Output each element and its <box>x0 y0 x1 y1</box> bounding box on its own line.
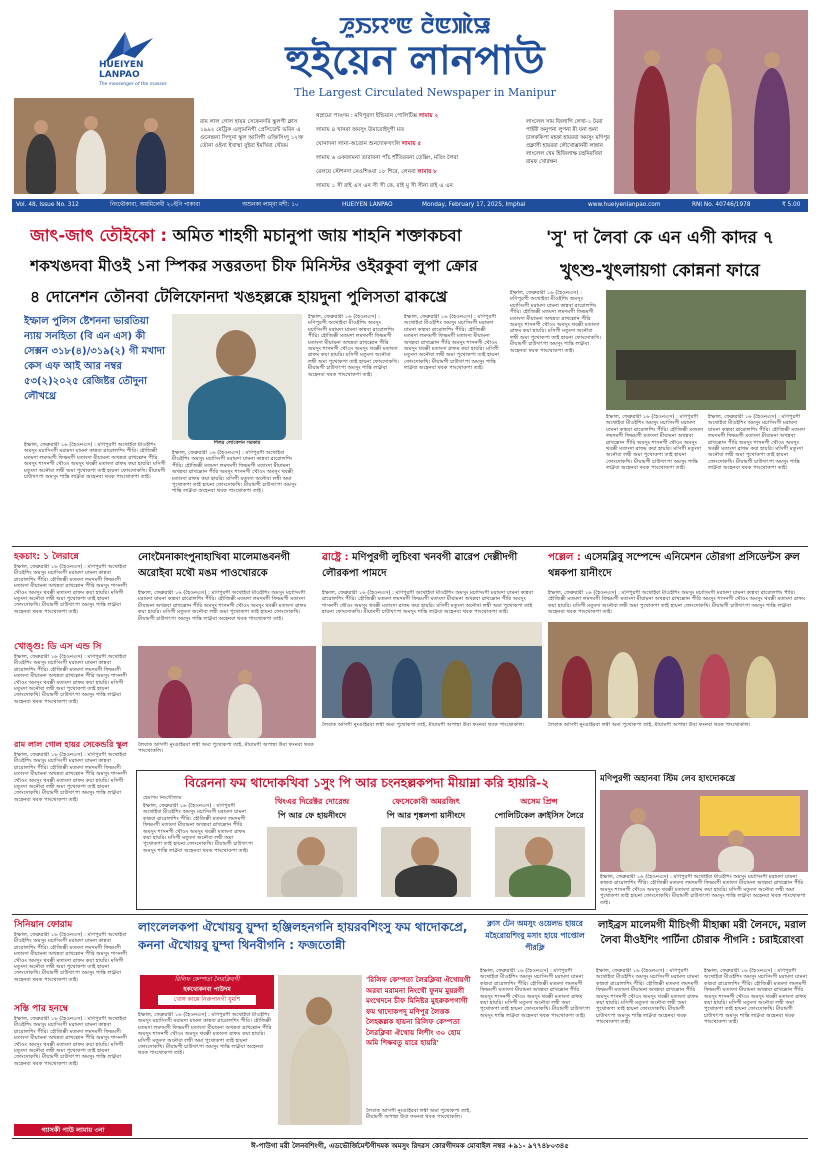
bottom-left-1-head: সিনিয়ান ফোরাম <box>14 920 73 930</box>
brand-tagline: The messenger of the masses <box>99 82 167 87</box>
footer-bar: ঈ-পাউগা মরী লৈনবশিংগী, এডভৌর্জিমেন্টগীদমক অমসুং রিদরস কোরগীদমক মোবাইল নম্বর +৯১- ৯৭৭৪৮০৩৪৫ <box>12 1138 808 1152</box>
mid-story-3-body-2: লৈবাক অসিগী নুংঙাইরবা লম্বী অমা পুথোকপা তাই, মীয়ামগী অপাম্বা উবা ফংনবা থবক পাংথোকলি। <box>548 722 751 728</box>
mid-story-3-photo <box>548 622 808 718</box>
lead-headline-3: ৪ দোনেশন তৌনবা টেলিফোনদা খঙহল্লক্কে হায়দুনা পুলিসতা ৱাকখ্রে <box>30 288 448 306</box>
banner-headline: বিরেননা ফম থাদোকখিবা ১সুং পি আর চংনহল্লকপদা মীয়াম্না করি হায়রি-২ <box>184 775 550 790</box>
left-section-1-head: হকচাং: ১ লৈরান্নে <box>14 552 79 562</box>
right-lead-body: ইম্ফাল, ফেব্রুৱারী ১৬ (হৈওনএস) : মণিপুরগী অথোইবা মীওইশিং অমসুং মচাসিংগী মরামদা য়ামনা কান্নবা ৱারোলশিং পীরি। হৌজিক্কী মতমদা লমদমগী ফিভমগী মতাংদা মীয়ামনা অখন্নবা ৱাখল্লোন পীরি অমসুং শাসনগী থৌওং অমসুং থবক্কী মতাংদা ৱাফম কয়া হায়রি। মসিগী মতুংদা অনৌবা লম্বী অমা পুথোকপা তাই হায়না ফোংদোকখি। মীয়ামগী চাউখৎপা অমসুং শান্তি লাক্নবা অহেনবা থবক পাংথোকপা তাই। <box>510 290 601 354</box>
relief-box-line-2: হকথোকনবা পাউদম <box>183 986 231 993</box>
lead-body-2: ইম্ফাল, ফেব্রুৱারী ১৬ (হৈওনএস) : মণিপুরগী অথোইবা মীওইশিং অমসুং মচাসিংগী মরামদা য়ামনা কান্নবা ৱারোলশিং পীরি। হৌজিক্কী মতমদা লমদমগী ফিভমগী মতাংদা মীয়ামনা অখন্নবা ৱাখল্লোন পীরি অমসুং শাসনগী থৌওং অমসুং থবক্কী মতাংদা ৱাফম কয়া হায়রি। মসিগী মতুংদা অনৌবা লম্বী অমা পুথোকপা তাই হায়না ফোংদোকখি। মীয়ামগী চাউখৎপা অমসুং শান্তি লাক্নবা অহেনবা থবক পাংথোকপা তাই। <box>172 450 297 495</box>
bottom-mid-head: লাংলেলকপা ঐখোয়বু য়ুম্দা হঞ্জিলহনগনি হায়রবশিংসু ফম থাদোকপ্রে, কননা ঐখোয়বু য়ুম্দা থিনবীগনি : ফজতোন্নী <box>138 920 468 952</box>
lead-subhead: ইম্ফাল পুলিস ষ্টেশননা ভারতিয়া ন্যায় সনহিতা (বি এন এস) কী সেক্সন ৩১৮(৪)/৩১৯(২) গী মখাদা কেস এফ আই আর নম্বর ৫৩(২)২০২৫ রেজিষ্টর তৌদুনা লৌখথ্রে <box>24 316 165 402</box>
mid-story-1-body: ইম্ফাল, ফেব্রুৱারী ১৬ (হৈওনএস) : মণিপুরগী অথোইবা মীওইশিং অমসুং মচাসিংগী মরামদা য়ামনা কান্নবা ৱারোলশিং পীরি। হৌজিক্কী মতমদা লমদমগী ফিভমগী মতাংদা মীয়ামনা অখন্নবা ৱাখল্লোন পীরি অমসুং শাসনগী থৌওং অমসুং থবক্কী মতাংদা ৱাফম কয়া হায়রি। মসিগী মতুংদা অনৌবা লম্বী অমা পুথোকপা তাই হায়না ফোংদোকখি। মীয়ামগী চাউখৎপা অমসুং শান্তি লাক্নবা অহেনবা থবক পাংথোকপা তাই। <box>138 590 307 622</box>
index-item[interactable]: ঘোনাদনা লানা-অতোন শুনদোকখৎলি লামায় ৫ <box>316 141 422 147</box>
bottom-left-2-head: সস্তি পার হনম্বে <box>14 1004 68 1014</box>
lead-portrait-caption: শিলর লোকেশন সরকার <box>213 440 261 446</box>
mid-story-2-photo <box>322 622 542 718</box>
price: ₹ 5.00 <box>782 202 801 208</box>
volume: Vol. 48, Issue No. 312 <box>16 202 79 208</box>
paper-title: হুইয়েন লানপাউ <box>285 38 545 84</box>
seized-arms-photo <box>606 290 806 410</box>
profile-3-photo <box>495 827 585 897</box>
lead-body: ইম্ফাল, ফেব্রুৱারী ১৬ (হৈওনএস) : মণিপুরগী অথোইবা মীওইশিং অমসুং মচাসিংগী মরামদা য়ামনা কান্নবা ৱারোলশিং পীরি। হৌজিক্কী মতমদা লমদমগী ফিভমগী মতাংদা মীয়ামনা অখন্নবা ৱাখল্লোন পীরি অমসুং শাসনগী থৌওং অমসুং থবক্কী মতাংদা ৱাফম কয়া হায়রি। মসিগী মতুংদা অনৌবা লম্বী অমা পুথোকপা তাই হায়না ফোংদোকখি। মীয়ামগী চাউখৎপা অমসুং শান্তি লাক্নবা অহেনবা থবক পাংথোকপা তাই। <box>24 442 166 481</box>
mid-story-1-head: নোংমৈনাকাংপুনাহাখিবা মালেমাঙবনগী অরোইবা মথৌ মঙম পাওখোরকে <box>138 552 290 579</box>
banner-byline: হেমাগম নিংথৌজাম <box>143 795 182 801</box>
paper-slogan: The Largest Circulated Newspaper in Manipur <box>294 86 556 99</box>
profile-2-head: ফেসেকোবী অমরজিৎ পি আর শৃঙ্কলপা য়ানীংদে <box>386 797 466 820</box>
left-section-1-body: ইম্ফাল, ফেব্রুৱারী ১৬ (হৈওনএস) : মণিপুরগী অথোইবা মীওইশিং অমসুং মচাসিংগী মরামদা য়ামনা কান্নবা ৱারোলশিং পীরি। হৌজিক্কী মতমদা লমদমগী ফিভমগী মতাংদা মীয়ামনা অখন্নবা ৱাখল্লোন পীরি অমসুং শাসনগী থৌওং অমসুং থবক্কী মতাংদা ৱাফম কয়া হায়রি। মসিগী মতুংদা অনৌবা লম্বী অমা পুথোকপা তাই হায়না ফোংদোকখি। মীয়ামগী চাউখৎপা অমসুং শান্তি লাক্নবা অহেনবা থবক পাংথোকপা তাই। <box>14 564 127 615</box>
relief-box <box>140 975 274 1009</box>
lead-headline-2: শকখঙদবা মীওই ১না স্পিকর সত্তরতদা চীফ মিনিস্টর ওইরকুবা লুপা ক্রোর <box>30 257 478 275</box>
relief-box-line-1: রিলিফ কেম্পতা লৈরক্লিবগী <box>174 976 240 983</box>
profile-1-photo <box>267 827 357 897</box>
meitei-title: ꯍꯨꯏꯌꯦꯟ ꯂꯥꯟꯄꯥꯎ <box>339 14 491 39</box>
relief-box-line-3: খোঙ্গ কান্নে নিরুপানগী য়ুমশি <box>158 995 256 1005</box>
lead-body-3: ইম্ফাল, ফেব্রুৱারী ১৬ (হৈওনএস) : মণিপুরগী অথোইবা মীওইশিং অমসুং মচাসিংগী মরামদা য়ামনা কান্নবা ৱারোলশিং পীরি। হৌজিক্কী মতমদা লমদমগী ফিভমগী মতাংদা মীয়ামনা অখন্নবা ৱাখল্লোন পীরি অমসুং শাসনগী থৌওং অমসুং থবক্কী মতাংদা ৱাফম কয়া হায়রি। মসিগী মতুংদা অনৌবা লম্বী অমা পুথোকপা তাই হায়না ফোংদোকখি। মীয়ামগী চাউখৎপা অমসুং শান্তি লাক্নবা অহেনবা থবক পাংথোকপা তাই। <box>308 314 399 378</box>
bottom-mid-photo <box>278 975 362 1125</box>
index-item[interactable]: থস্নামো পাঙদম : মণিপুরদা ইন্ডিয়ান পোলিটিক্স লামায় ২ <box>316 113 439 119</box>
lead-headline-1: জাৎ-জাৎ তৌইকো : অমিত শাহগী মচানুপা জায় শাহনি শক্তাকচবা <box>30 226 462 245</box>
left-section-2-body: ইম্ফাল, ফেব্রুৱারী ১৬ (হৈওনএস) : মণিপুরগী অথোইবা মীওইশিং অমসুং মচাসিংগী মরামদা য়ামনা কান্নবা ৱারোলশিং পীরি। হৌজিক্কী মতমদা লমদমগী ফিভমগী মতাংদা মীয়ামনা অখন্নবা ৱাখল্লোন পীরি অমসুং শাসনগী থৌওং অমসুং থবক্কী মতাংদা ৱাফম কয়া হায়রি। মসিগী মতুংদা অনৌবা লম্বী অমা পুথোকপা তাই হায়না ফোংদোকখি। মীয়ামগী চাউখৎপা অমসুং শান্তি লাক্নবা অহেনবা থবক পাংথোকপা তাই। <box>14 654 127 705</box>
class-ten-head: ক্লাস টেন অমসুং ওয়েলভ হায়রে মহৈরোয়শিংবু মসাং হায়ে পাপ্তোল পীরক্লি <box>485 919 585 952</box>
steam-lab-photo <box>600 790 808 872</box>
steam-lab-body: ইম্ফাল, ফেব্রুৱারী ১৬ (হৈওনএস) : মণিপুরগী অথোইবা মীওইশিং অমসুং মচাসিংগী মরামদা য়ামনা কান্নবা ৱারোলশিং পীরি। হৌজিক্কী মতমদা লমদমগী ফিভমগী মতাংদা মীয়ামনা অখন্নবা ৱাখল্লোন পীরি অমসুং শাসনগী থৌওং অমসুং থবক্কী মতাংদা ৱাফম কয়া হায়রি। মসিগী মতুংদা অনৌবা লম্বী অমা পুথোকপা তাই হায়না ফোংদোকখি। মীয়ামগী চাউখৎপা অমসুং শান্তি লাক্নবা অহেনবা থবক পাংথোকপা তাই। <box>600 874 806 906</box>
rni: RNI No. 40746/1978 <box>692 202 751 208</box>
top-right-photo <box>614 10 808 194</box>
library-head: লাইব্রস মালেমগী মীচিংগী মীহাক্কা মরী লৈনদে, মরাল লৈবা মীওইশিং পার্টিনা চৌরাক পীগনি : চরাইরোংবা <box>597 920 807 946</box>
bottom-left-1-body: ইম্ফাল, ফেব্রুৱারী ১৬ (হৈওনএস) : মণিপুরগী অথোইবা মীওইশিং অমসুং মচাসিংগী মরামদা য়ামনা কান্নবা ৱারোলশিং পীরি। হৌজিক্কী মতমদা লমদমগী ফিভমগী মতাংদা মীয়ামনা অখন্নবা ৱাখল্লোন পীরি অমসুং শাসনগী থৌওং অমসুং থবক্কী মতাংদা ৱাফম কয়া হায়রি। মসিগী মতুংদা অনৌবা লম্বী অমা পুথোকপা তাই হায়না ফোংদোকখি। মীয়ামগী চাউখৎপা অমসুং শান্তি লাক্নবা অহেনবা থবক পাংথোকপা তাই। <box>14 932 127 983</box>
index-item[interactable]: লামায় ১ সী রাই এস এন সী সী কে, রাই মু সী সীনা রাই এ এন <box>316 183 453 189</box>
library-body: ইম্ফাল, ফেব্রুৱারী ১৬ (হৈওনএস) : মণিপুরগী অথোইবা মীওইশিং অমসুং মচাসিংগী মরামদা য়ামনা কান্নবা ৱারোলশিং পীরি। হৌজিক্কী মতমদা লমদমগী ফিভমগী মতাংদা মীয়ামনা অখন্নবা ৱাখল্লোন পীরি অমসুং শাসনগী থৌওং অমসুং থবক্কী মতাংদা ৱাফম কয়া হায়রি। মসিগী মতুংদা অনৌবা লম্বী অমা পুথোকপা তাই হায়না ফোংদোকখি। মীয়ামগী চাউখৎপা অমসুং শান্তি লাক্নবা অহেনবা থবক পাংথোকপা তাই। <box>596 968 700 1026</box>
index-item[interactable]: লামায় ৪ খানবা অমসুং উমারোইদুগী মত <box>316 127 405 133</box>
bottom-mid-quote: 'রিলিফ কেম্পতা লৈরক্লিবা ঐখোয়গী অরবা মরামনা নিংথৌ ফুনম মুয়রগী মংথেদনে চীফ মিনিষ্টর মুহরুকপগাগী ফম থাদোকপদু মণিপুর লৈত্তক লৈহক্কল্লক হায়না রিলিফ কেম্পতা লৈরক্লিবা ঐখোয় লিশীং ৩০ হোম অমি শিক্ষবতু য়ারে হায়রি' <box>366 975 471 1047</box>
steam-lab-head: মণিপুরগী অহানবা স্টিম লেব হাংদোকখ্রে <box>600 774 736 784</box>
banner-body: ইম্ফাল, ফেব্রুৱারী ১৬ (হৈওনএস) : মণিপুরগী অথোইবা মীওইশিং অমসুং মচাসিংগী মরামদা য়ামনা কান্নবা ৱারোলশিং পীরি। হৌজিক্কী মতমদা লমদমগী ফিভমগী মতাংদা মীয়ামনা অখন্নবা ৱাখল্লোন পীরি অমসুং শাসনগী থৌওং অমসুং থবক্কী মতাংদা ৱাফম কয়া হায়রি। মসিগী মতুংদা অনৌবা লম্বী অমা পুথোকপা তাই হায়না ফোংদোকখি। মীয়ামগী চাউখৎপা অমসুং শান্তি লাক্নবা অহেনবা থবক পাংথোকপা তাই। <box>143 803 253 854</box>
banner-box <box>136 770 596 910</box>
class-ten-body: ইম্ফাল, ফেব্রুৱারী ১৬ (হৈওনএস) : মণিপুরগী অথোইবা মীওইশিং অমসুং মচাসিংগী মরামদা য়ামনা কান্নবা ৱারোলশিং পীরি। হৌজিক্কী মতমদা লমদমগী ফিভমগী মতাংদা মীয়ামনা অখন্নবা ৱাখল্লোন পীরি অমসুং শাসনগী থৌওং অমসুং থবক্কী মতাংদা ৱাফম কয়া হায়রি। মসিগী মতুংদা অনৌবা লম্বী অমা পুথোকপা তাই হায়না ফোংদোকখি। মীয়ামগী চাউখৎপা অমসুং শান্তি লাক্নবা অহেনবা থবক পাংথোকপা তাই। <box>480 968 590 1019</box>
profile-1-head: থিংএর দিরেক্টর দোরেন্দ্র পি আর ফে হায়নীংদে <box>274 797 350 820</box>
profile-2-photo <box>381 827 471 897</box>
right-lead-body-3: ইম্ফাল, ফেব্রুৱারী ১৬ (হৈওনএস) : মণিপুরগী অথোইবা মীওইশিং অমসুং মচাসিংগী মরামদা য়ামনা কান্নবা ৱারোলশিং পীরি। হৌজিক্কী মতমদা লমদমগী ফিভমগী মতাংদা মীয়ামনা অখন্নবা ৱাখল্লোন পীরি অমসুং শাসনগী থৌওং অমসুং থবক্কী মতাংদা ৱাফম কয়া হায়রি। মসিগী মতুংদা অনৌবা লম্বী অমা পুথোকপা তাই হায়না ফোংদোকখি। মীয়ামগী চাউখৎপা অমসুং শান্তি লাক্নবা অহেনবা থবক পাংথোকপা তাই। <box>708 414 806 472</box>
left-teaser: রাম লাল গোল হায়র সেকেনদরি স্কুলগী ক্লাস ১৯৯২ মেট্রিক এল্যুমনিগী প্রেসিডেন্ট ভরিন এ গুনেন্দ্রনা সিন্দুনা স্কুল আসিগী ওক্তিসিংদু ১২ক্ত তৌনা ওইনা ইখাষ্মা বুইরা ইমখিবা খৌরম <box>200 119 304 149</box>
lead-portrait <box>172 314 302 440</box>
bottom-left-2-body: ইম্ফাল, ফেব্রুৱারী ১৬ (হৈওনএস) : মণিপুরগী অথোইবা মীওইশিং অমসুং মচাসিংগী মরামদা য়ামনা কান্নবা ৱারোলশিং পীরি। হৌজিক্কী মতমদা লমদমগী ফিভমগী মতাংদা মীয়ামনা অখন্নবা ৱাখল্লোন পীরি অমসুং শাসনগী থৌওং অমসুং থবক্কী মতাংদা ৱাফম কয়া হায়রি। মসিগী মতুংদা অনৌবা লম্বী অমা পুথোকপা তাই হায়না ফোংদোকখি। মীয়ামগী চাউখৎপা অমসুং শান্তি লাক্নবা অহেনবা থবক পাংথোকপা তাই। <box>14 1016 127 1067</box>
mid-story-3-body: ইম্ফাল, ফেব্রুৱারী ১৬ (হৈওনএস) : মণিপুরগী অথোইবা মীওইশিং অমসুং মচাসিংগী মরামদা য়ামনা কান্নবা ৱারোলশিং পীরি। হৌজিক্কী মতমদা লমদমগী ফিভমগী মতাংদা মীয়ামনা অখন্নবা ৱাখল্লোন পীরি অমসুং শাসনগী থৌওং অমসুং থবক্কী মতাংদা ৱাফম কয়া হায়রি। মসিগী মতুংদা অনৌবা লম্বী অমা পুথোকপা তাই হায়না ফোংদোকখি। মীয়ামগী চাউখৎপা অমসুং শান্তি লাক্নবা অহেনবা থবক পাংথোকপা তাই। <box>548 590 806 616</box>
masthead <box>95 8 615 108</box>
website[interactable]: www.hueiyenlanpao.com <box>588 202 661 208</box>
lead-body-4: ইম্ফাল, ফেব্রুৱারী ১৬ (হৈওনএস) : মণিপুরগী অথোইবা মীওইশিং অমসুং মচাসিংগী মরামদা য়ামনা কান্নবা ৱারোলশিং পীরি। হৌজিক্কী মতমদা লমদমগী ফিভমগী মতাংদা মীয়ামনা অখন্নবা ৱাখল্লোন পীরি অমসুং শাসনগী থৌওং অমসুং থবক্কী মতাংদা ৱাফম কয়া হায়রি। মসিগী মতুংদা অনৌবা লম্বী অমা পুথোকপা তাই হায়না ফোংদোকখি। মীয়ামগী চাউখৎপা অমসুং শান্তি লাক্নবা অহেনবা থবক পাংথোকপা তাই। <box>404 314 500 372</box>
top-left-photo <box>14 98 194 194</box>
index-box <box>316 110 514 194</box>
right-lead-headline-2: খুৎশু-খুৎলায়গা কোন্ননা ফারে <box>560 261 760 281</box>
mid-story-2-body-2: লৈবাক অসিগী নুংঙাইরবা লম্বী অমা পুথোকপা তাই, মীয়ামগী অপাম্বা উবা ফংনবা থবক পাংথোকলি। <box>322 722 525 728</box>
right-lead-body-2: ইম্ফাল, ফেব্রুৱারী ১৬ (হৈওনএস) : মণিপুরগী অথোইবা মীওইশিং অমসুং মচাসিংগী মরামদা য়ামনা কান্নবা ৱারোলশিং পীরি। হৌজিক্কী মতমদা লমদমগী ফিভমগী মতাংদা মীয়ামনা অখন্নবা ৱাখল্লোন পীরি অমসুং শাসনগী থৌওং অমসুং থবক্কী মতাংদা ৱাফম কয়া হায়রি। মসিগী মতুংদা অনৌবা লম্বী অমা পুথোকপা তাই হায়না ফোংদোকখি। মীয়ামগী চাউখৎপা অমসুং শান্তি লাক্নবা অহেনবা থবক পাংথোকপা তাই। <box>606 414 704 472</box>
left-section-3-head: রাম লাল গোল হায়র সেকেন্ডরি স্কুল <box>14 740 128 749</box>
library-body-2: ইম্ফাল, ফেব্রুৱারী ১৬ (হৈওনএস) : মণিপুরগী অথোইবা মীওইশিং অমসুং মচাসিংগী মরামদা য়ামনা কান্নবা ৱারোলশিং পীরি। হৌজিক্কী মতমদা লমদমগী ফিভমগী মতাংদা মীয়ামনা অখন্নবা ৱাখল্লোন পীরি অমসুং শাসনগী থৌওং অমসুং থবক্কী মতাংদা ৱাফম কয়া হায়রি। মসিগী মতুংদা অনৌবা লম্বী অমা পুথোকপা তাই হায়না ফোংদোকখি। মীয়ামগী চাউখৎপা অমসুং শান্তি লাক্নবা অহেনবা থবক পাংথোকপা তাই। <box>704 968 808 1026</box>
dateline-bar <box>12 199 808 212</box>
left-section-3-body: ইম্ফাল, ফেব্রুৱারী ১৬ (হৈওনএস) : মণিপুরগী অথোইবা মীওইশিং অমসুং মচাসিংগী মরামদা য়ামনা কান্নবা ৱারোলশিং পীরি। হৌজিক্কী মতমদা লমদমগী ফিভমগী মতাংদা মীয়ামনা অখন্নবা ৱাখল্লোন পীরি অমসুং শাসনগী থৌওং অমসুং থবক্কী মতাংদা ৱাফম কয়া হায়রি। মসিগী মতুংদা অনৌবা লম্বী অমা পুথোকপা তাই হায়না ফোংদোকখি। মীয়ামগী চাউখৎপা অমসুং শান্তি লাক্নবা অহেনবা থবক পাংথোকপা তাই। <box>14 752 127 803</box>
index-item[interactable]: লামায় ৬ একজামনা তারাবনা পাঁচ শাঁতিরবনা তেক্সিং, মতিং লৈবা <box>316 155 459 161</box>
paper-name: HUEIYEN LANPAO <box>342 202 393 208</box>
mid-story-1-body-2: লৈবাক অসিগী নুংঙাইরবা লম্বী অমা পুথোকপা তাই, মীয়ামগী অপাম্বা উবা ফংনবা থবক পাংথোকলি। <box>138 742 314 755</box>
brand-name: HUEIYEN LANPAO <box>99 60 144 80</box>
mid-story-1-photo <box>138 646 316 738</box>
date: Monday, February 17, 2025, Imphal <box>422 202 526 208</box>
left-section-2-head: খোঙ্গু: ডি এস এন্ড সি <box>14 642 102 652</box>
profile-3-head: অসেম প্রিন্স পোলিটিকেল ক্রাইসিস লৈরে <box>494 797 584 820</box>
bottom-mid-body-2: লৈবাক অসিগী নুংঙাইরবা লম্বী অমা পুথোকপা তাই, মীয়ামগী অপাম্বা উবা ফংনবা থবক পাংথোকলি। <box>366 1108 471 1121</box>
mid-story-2-head: ৱাষ্ট্রে : মণিপুরগী লুচিংবা খনবগী ৱারেপ দেল্লীদগী লৌরকপা পামদে <box>322 552 518 579</box>
mid-story-2-body: ইম্ফাল, ফেব্রুৱারী ১৬ (হৈওনএস) : মণিপুরগী অথোইবা মীওইশিং অমসুং মচাসিংগী মরামদা য়ামনা কান্নবা ৱারোলশিং পীরি। হৌজিক্কী মতমদা লমদমগী ফিভমগী মতাংদা মীয়ামনা অখন্নবা ৱাখল্লোন পীরি অমসুং শাসনগী থৌওং অমসুং থবক্কী মতাংদা ৱাফম কয়া হায়রি। মসিগী মতুংদা অনৌবা লম্বী অমা পুথোকপা তাই হায়না ফোংদোকখি। মীয়ামগী চাউখৎপা অমসুং শান্তি লাক্নবা অহেনবা থবক পাংথোকপা তাই। <box>322 590 534 616</box>
right-teaser: লাংলেল সাম জিলাগি লেখা-১ মৈরা পাইবী অনুপনা লুপনা মী যনা শুনা চালককিপা মহকা হায়রবা অমসুং মণিপুর প্রক্লাসী হায়রবা লৌখোক্সানবী লান্নান লাংলেল খেম হিজিলাক্ষ চহুনিরখিবা রামফ খোরক্ষন <box>526 119 610 165</box>
index-item[interactable]: রেলয়ে স্টেশনদা নেওশিঙবা ১৮ শিরে, লেনবা লামায় ৮ <box>316 169 437 175</box>
meitei-date: নিংথৌকাবা, অয়মিলেবী ২০ইনি পাকাবা <box>110 202 201 208</box>
bottom-mid-body: ইম্ফাল, ফেব্রুৱারী ১৬ (হৈওনএস) : মণিপুরগী অথোইবা মীওইশিং অমসুং মচাসিংগী মরামদা য়ামনা কান্নবা ৱারোলশিং পীরি। হৌজিক্কী মতমদা লমদমগী ফিভমগী মতাংদা মীয়ামনা অখন্নবা ৱাখল্লোন পীরি অমসুং শাসনগী থৌওং অমসুং থবক্কী মতাংদা ৱাফম কয়া হায়রি। মসিগী মতুংদা অনৌবা লম্বী অমা পুথোকপা তাই হায়না ফোংদোকখি। মীয়ামগী চাউখৎপা অমসুং শান্তি লাক্নবা অহেনবা থবক পাংথোকপা তাই। <box>138 1012 272 1057</box>
mid-story-3-head: পল্লেল : এসেমব্লিবু সম্পেন্দে এনিমেশন তৌরগা প্রসিডেন্টস রুল থন্নকপা য়ানীংদে <box>548 552 800 579</box>
pages: অশুনকা লাম্‌বা মশী: ১০ <box>242 202 299 208</box>
right-lead-headline-1: 'সু' দা লৈবা কে এন এগী কাদর ৭ <box>546 228 774 248</box>
bottom-left-3-link[interactable]: গ্যাসকী পাউ লামায় ৩না <box>14 1124 132 1136</box>
